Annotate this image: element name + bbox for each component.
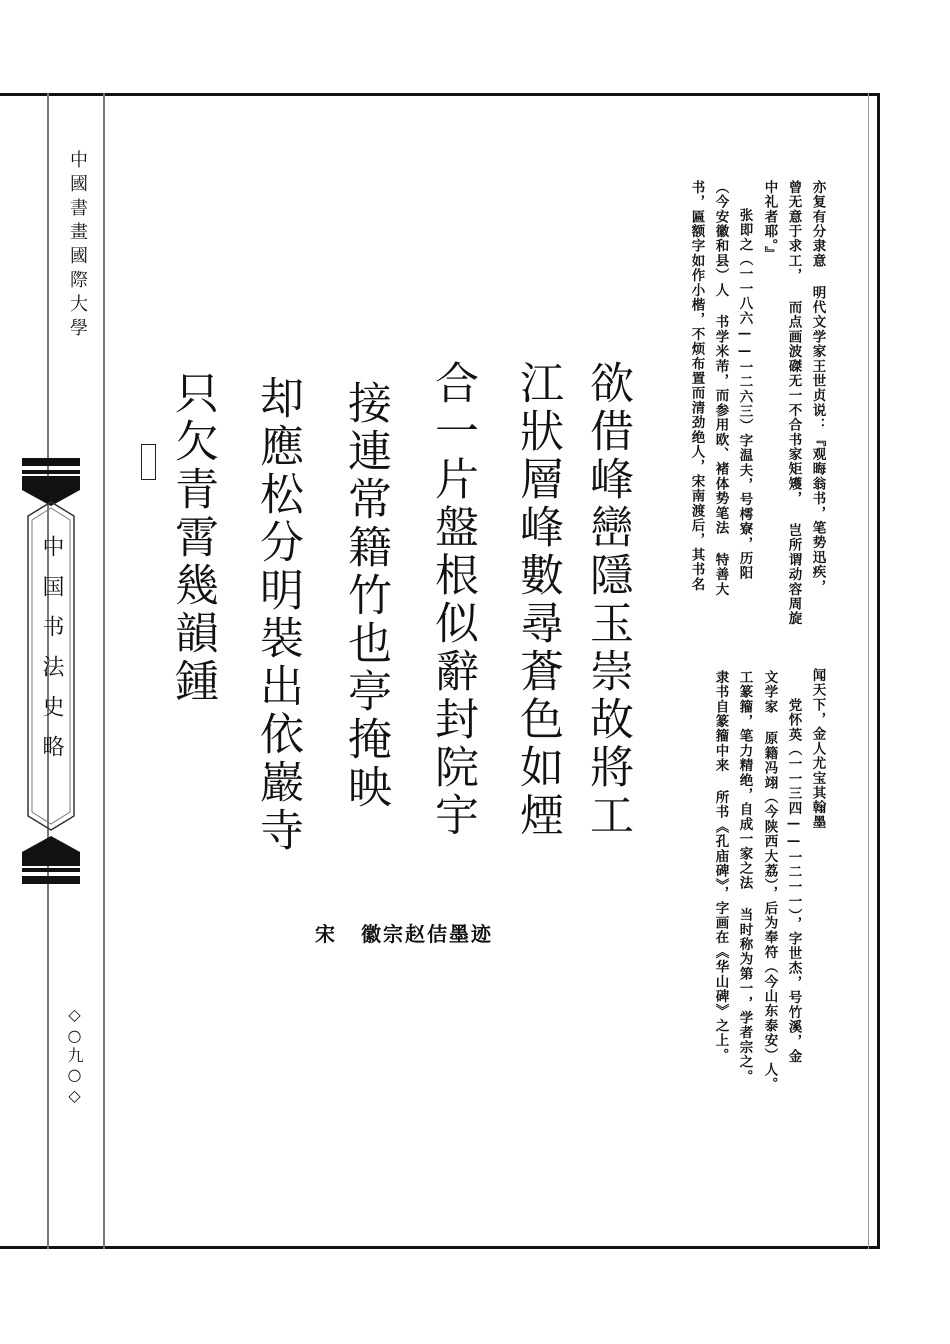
caption-dynasty: 宋 — [315, 922, 337, 946]
calligraphy-col-4: 接連常籍竹也亭掩映 — [340, 380, 391, 812]
commentary-col-11: 隶书自篆籀中来 所书《孔庙碑》，字画在《华山碑》之上。 — [712, 670, 729, 1063]
commentary-col-2: 曾无意于求工， 而点画波磔无一不合书家矩矱， 岂所谓动容周旋 — [785, 180, 802, 626]
commentary-col-6: 书，匾额字如作小楷，不烦布置而清劲绝人，宋南渡后，其书名 — [688, 180, 705, 592]
figure-caption — [315, 918, 493, 947]
calligraphy-col-1-b: 崇故將工 — [582, 648, 633, 840]
calligraphy-col-1-a: 欲借峰巒隱玉 — [582, 360, 633, 648]
caption-title: 徽宗赵佶墨迹 — [361, 922, 493, 946]
margin-rule-right — [868, 93, 869, 1249]
calligraphy-col-6: 只欠青霄幾韻鍾 — [167, 370, 218, 706]
seal-stamp — [141, 444, 156, 480]
title-band-bottom — [22, 876, 80, 884]
calligraphy-col-5: 却應松分明裝出依巖寺 — [252, 375, 303, 855]
commentary-col-1: 亦复有分隶意 明代文学家王世贞说：『观晦翁书，笔势迅疾， — [809, 180, 826, 595]
margin-rule-inner — [103, 93, 105, 1249]
title-band-top-thin — [22, 470, 80, 474]
commentary-col-8: 党怀英（一一三四——一二一一），字世杰，号竹溪，金 — [785, 698, 802, 1064]
title-band-bottom-thin — [22, 868, 80, 872]
commentary-col-7: 闻天下，金人尤宝其翰墨 — [809, 668, 826, 830]
university-name: 中國書畫國際大學 — [67, 150, 88, 342]
title-band-top — [22, 458, 80, 466]
page-number: ◇○九○◇ — [65, 1005, 84, 1107]
commentary-col-3: 中礼者耶。』 — [761, 180, 778, 262]
calligraphy-col-2: 江狀層峰數尋蒼色如煙 — [512, 360, 563, 840]
calligraphy-col-3: 合一片盤根似辭封院宇 — [427, 360, 478, 840]
commentary-col-10: 工篆籀，笔力精绝，自成一家之法 当时称为第一，学者宗之。 — [736, 670, 753, 1085]
calligraphy-col-1 — [575, 360, 639, 840]
book-title: 中国书法史略 — [39, 535, 64, 775]
commentary-col-9: 文学家 原籍冯翊（今陕西大荔），后为奉符（今山东泰安）人。 — [761, 670, 778, 1093]
commentary-col-5: （今安徽和县）人 书学米芾，而参用欧、褚体势笔法 特善大 — [712, 180, 729, 597]
commentary-col-4: 张即之（一一八六——一二六三）字温夫，号樗寮，历阳 — [736, 208, 753, 581]
